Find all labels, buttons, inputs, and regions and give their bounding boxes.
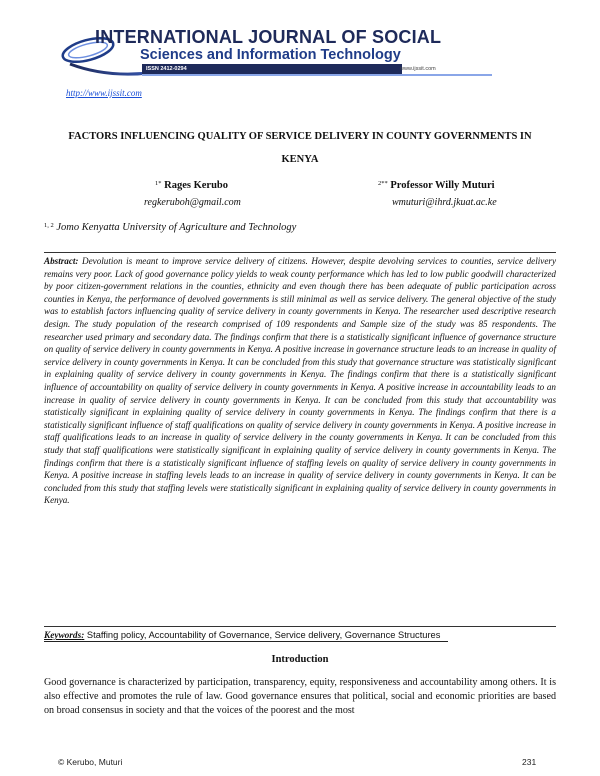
banner-website: www.ijssit.com xyxy=(400,66,436,72)
abstract xyxy=(44,255,556,507)
affiliation xyxy=(44,222,296,233)
author-2-email[interactable]: wmuturi@ihrd.jkuat.ac.ke xyxy=(392,197,497,208)
author-1-sup: 1* xyxy=(155,180,162,187)
keywords-text: Staffing policy, Accountability of Governance, Service delivery, Governance Structures xyxy=(86,630,441,640)
author-1 xyxy=(155,180,228,191)
affiliation-sup: 1, 2 xyxy=(44,222,54,229)
abstract-label: Abstract: xyxy=(44,256,79,266)
footer-copyright: © Kerubo, Muturi xyxy=(58,757,123,767)
journal-subtitle: Sciences and Information Technology xyxy=(140,47,401,63)
page-number: 231 xyxy=(522,757,537,767)
journal-banner xyxy=(58,20,498,82)
issn-label: ISSN 2412-0294 xyxy=(146,66,187,72)
keywords-label: Keywords xyxy=(44,631,82,641)
journal-url-link[interactable]: http://www.ijssit.com xyxy=(66,88,142,98)
keywords: Keywords: Staffing policy, Accountability of Governance, Service delivery, Governance Structures xyxy=(44,630,448,642)
author-1-name: Rages Kerubo xyxy=(164,180,228,191)
intro-text: Good governance is characterized by participation, transparency, equity, responsiveness and accountability among others. It is also effective and promotes the rule of law. Good governance ensures that political, social and economic priorities are based on broad consensus in society and that the voices of the poorest and the most xyxy=(44,677,556,717)
abstract-bottom-rule xyxy=(44,626,556,627)
author-1-email[interactable]: regkeruboh@gmail.com xyxy=(144,197,241,208)
affiliation-text: Jomo Kenyatta University of Agriculture and Technology xyxy=(56,222,297,233)
journal-title: INTERNATIONAL JOURNAL OF SOCIAL xyxy=(95,27,442,47)
intro-heading: Introduction xyxy=(271,654,329,665)
abstract-text: Devolution is meant to improve service delivery of citizens. However, despite devolving services to counties, service delivery remains very poor. Lack of good governance policy yields to weak county performance which has led to low public goodwill characterized by poor citizen-government relations in the counties, ethnicity and even though there has been adequate of public participation across counties in Kenya, the performance of devolved governments is still minimal as well as service delivery. The general objective of the study was to establish factors influencing quality of service delivery in county governments in Kenya. The researcher used descriptive research design. The study population of the research comprised of 109 respondents and Sample size of the study was 85 respondents. The researcher used primary and secondary data. The findings confirm that there is a statistically significant influence of governance structure on quality of service delivery in county governments in Kenya. A positive increase in governance structure leads to an increase in quality of service delivery in county governments in Kenya. It can be concluded from this study that governance structure was statistically significant in explaining quality of service delivery in county governments in Kenya. The findings confirm that there is a statistically significant influence of accountability on quality of service delivery in county governments in Kenya. A positive increase in accountability leads to an increase in quality of service delivery in county governments in Kenya. It can be concluded from this study that accountability was statistically significant in explaining quality of service delivery in county governments in Kenya. The findings confirm that there is a statistically significant influence of staff qualifications on quality of service delivery in county governments in Kenya. A positive increase in staff qualifications leads to an increase in quality of service delivery in the county governments in Kenya. It can be concluded from this study that staff qualifications were statistically significant in explaining quality of service delivery in county governments in Kenya. The findings confirm that there is a statistically significant influence of staffing levels on quality of service delivery in county governments in Kenya. A positive increase in staffing levels leads to an increase in quality of service delivery in county governments in Kenya. It can be concluded from this study that staffing levels were statistically significant in explaining quality of service delivery in county governments in Kenya. xyxy=(44,256,556,506)
paper-title: FACTORS INFLUENCING QUALITY OF SERVICE DELIVERY IN COUNTY GOVERNMENTS IN KENYA xyxy=(68,131,532,165)
author-2-sup: 2** xyxy=(378,180,388,187)
author-2-name: Professor Willy Muturi xyxy=(390,180,495,191)
abstract-top-rule xyxy=(44,252,556,253)
author-2 xyxy=(378,180,495,191)
